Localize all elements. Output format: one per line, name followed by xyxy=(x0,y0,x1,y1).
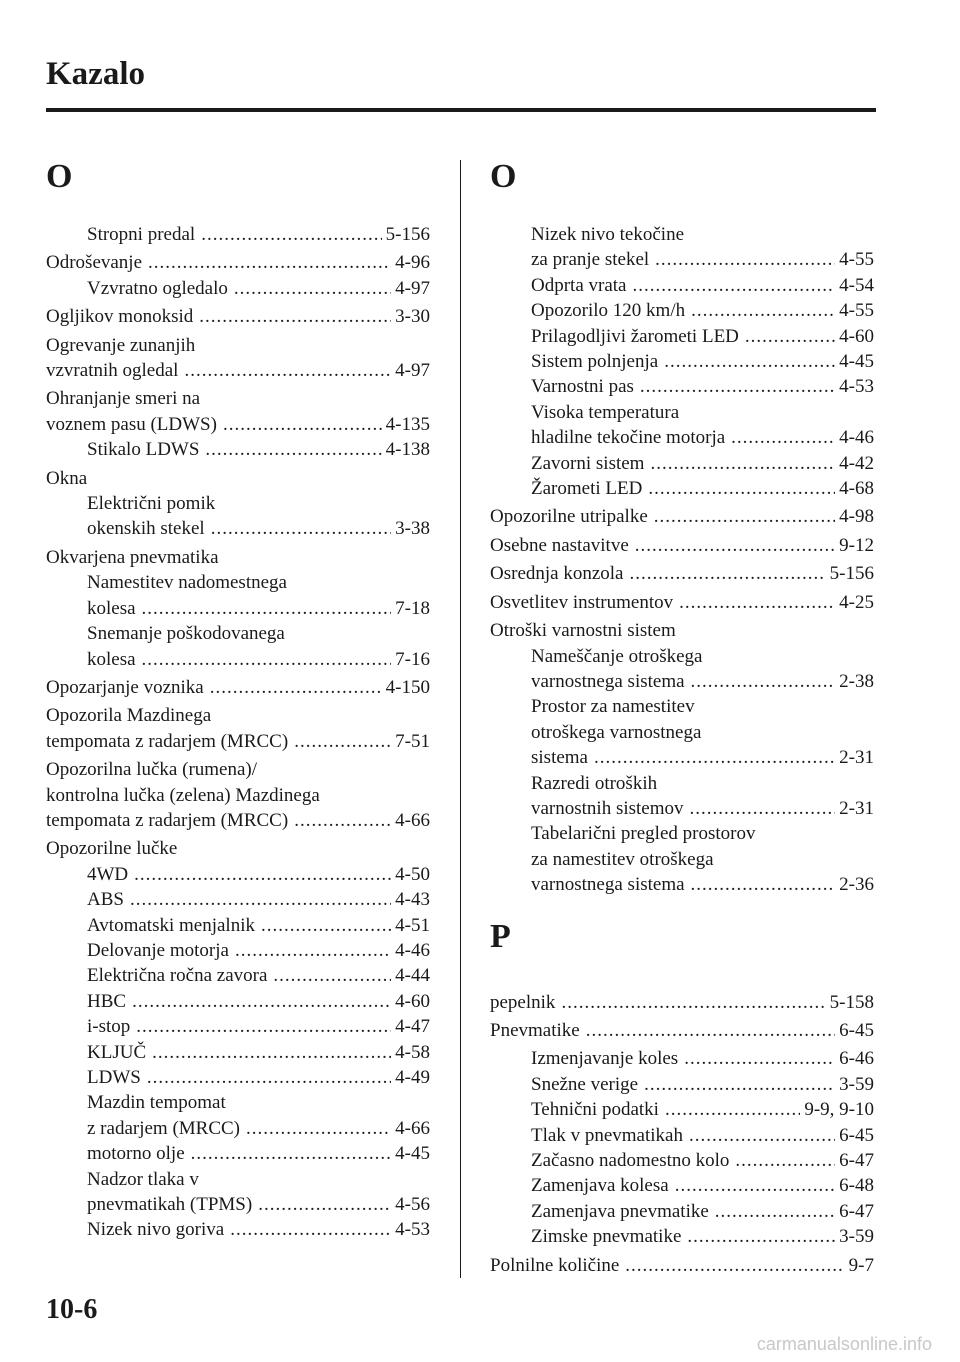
dot-leader xyxy=(561,990,825,1015)
entry-text: Varnostni pas xyxy=(531,376,634,398)
index-entry xyxy=(490,1046,874,1071)
dot-leader xyxy=(152,1040,391,1065)
page-ref: 2-38 xyxy=(839,670,874,692)
dot-leader xyxy=(648,476,835,501)
dot-leader xyxy=(640,374,835,399)
page-ref: 4-46 xyxy=(839,427,874,449)
index-entry xyxy=(46,276,430,301)
index-column-left xyxy=(46,160,430,1243)
index-entry xyxy=(46,358,430,383)
page-ref: 4-150 xyxy=(385,676,430,698)
dot-leader xyxy=(715,1199,835,1224)
entry-text: pepelnik xyxy=(490,991,556,1013)
dot-leader xyxy=(191,1141,392,1166)
entry-text: Osrednja konzola xyxy=(490,563,624,585)
index-entry xyxy=(46,304,430,329)
page-ref: 9-9, 9-10 xyxy=(804,1099,874,1121)
page-ref: 4-42 xyxy=(839,452,874,474)
index-entry xyxy=(490,349,874,374)
index-entry xyxy=(490,1018,874,1043)
index-heading: Električni pomik xyxy=(87,493,216,515)
entry-text: kolesa xyxy=(87,648,136,670)
page-ref: 3-59 xyxy=(839,1073,874,1095)
entry-text: Sistem polnjenja xyxy=(531,351,659,373)
entry-text: Odprta vrata xyxy=(531,274,627,296)
page-ref: 4-50 xyxy=(395,863,430,885)
section-letter-o: O xyxy=(490,158,517,195)
dot-leader xyxy=(635,533,835,558)
entry-text: KLJUČ xyxy=(87,1041,147,1063)
page-ref: 5-156 xyxy=(385,224,430,245)
dot-leader xyxy=(625,1253,844,1278)
page-ref: 6-45 xyxy=(839,1019,874,1041)
index-entry xyxy=(46,1014,430,1039)
page-ref: 2-31 xyxy=(839,747,874,769)
entry-text: Snežne verige xyxy=(531,1073,639,1095)
dot-leader xyxy=(142,647,392,672)
index-entry xyxy=(46,1116,430,1141)
entry-text: Električna ročna zavora xyxy=(87,965,268,987)
page-ref: 4-138 xyxy=(385,439,430,461)
page-ref: 9-12 xyxy=(839,534,874,556)
index-heading: Okvarjena pnevmatika xyxy=(46,546,219,568)
page-ref: 4-25 xyxy=(839,591,874,613)
index-entry xyxy=(490,1123,874,1148)
entry-text: Pnevmatike xyxy=(490,1019,580,1041)
index-entry xyxy=(490,590,874,615)
entry-text: Ogljikov monoksid xyxy=(46,306,194,328)
entry-text: 4WD xyxy=(87,863,129,885)
index-entry xyxy=(490,1224,874,1249)
dot-leader xyxy=(136,1014,391,1039)
dot-leader xyxy=(142,596,392,621)
page-ref: 5-156 xyxy=(829,563,874,585)
index-entries xyxy=(490,222,874,898)
page-ref: 7-18 xyxy=(395,597,430,619)
index-heading: otroškega varnostnega xyxy=(531,721,702,743)
index-heading: Razredi otroških xyxy=(531,772,658,794)
index-entry xyxy=(46,412,430,437)
index-entry xyxy=(490,561,874,586)
entry-text: ABS xyxy=(87,889,124,911)
dot-leader xyxy=(664,349,835,374)
index-heading: Visoka temperatura xyxy=(531,401,680,423)
index-entry xyxy=(490,872,874,897)
page-ref: 4-47 xyxy=(395,1016,430,1038)
page-ref: 4-45 xyxy=(839,351,874,373)
dot-leader xyxy=(201,222,381,247)
index-heading: Opozorilna lučka (rumena)/ xyxy=(46,759,258,781)
dot-leader xyxy=(184,358,391,383)
dot-leader xyxy=(294,808,391,833)
entry-text: Opozorilo 120 km/h xyxy=(531,300,686,322)
index-entry xyxy=(490,374,874,399)
entry-text: sistema xyxy=(531,747,588,769)
entry-text: pnevmatikah (TPMS) xyxy=(87,1194,253,1216)
entry-text: Osebne nastavitve xyxy=(490,534,629,556)
index-heading: Tabelarični pregled prostorov xyxy=(531,823,756,845)
entry-text: LDWS xyxy=(87,1067,141,1088)
dot-leader xyxy=(246,1116,391,1141)
dot-leader xyxy=(261,913,391,938)
dot-leader xyxy=(731,425,835,450)
page-ref: 7-51 xyxy=(395,730,430,752)
page-ref: 4-44 xyxy=(395,965,430,987)
index-entry xyxy=(46,647,430,672)
entry-text: kolesa xyxy=(87,597,136,619)
index-entry xyxy=(490,990,874,1015)
index-heading: Opozorila Mazdinega xyxy=(46,705,212,727)
entry-text: Osvetlitev instrumentov xyxy=(490,591,674,613)
entry-text: Polnilne količine xyxy=(490,1254,620,1276)
dot-leader xyxy=(691,298,835,323)
page-ref: 4-53 xyxy=(395,1219,430,1241)
index-entry xyxy=(46,1040,430,1065)
entry-text: Odroševanje xyxy=(46,252,143,274)
dot-leader xyxy=(735,1148,835,1173)
entry-text: motorno olje xyxy=(87,1143,185,1165)
index-heading: Okna xyxy=(46,467,88,489)
dot-leader xyxy=(211,516,391,541)
dot-leader xyxy=(147,1065,391,1090)
page-ref: 4-46 xyxy=(395,939,430,961)
section-letter-o: O xyxy=(46,158,73,195)
page-ref: 4-45 xyxy=(395,1143,430,1165)
page-ref: 6-47 xyxy=(839,1150,874,1171)
dot-leader xyxy=(594,745,835,770)
index-entry xyxy=(46,1141,430,1166)
entry-text: Delovanje motorja xyxy=(87,939,229,961)
column-divider xyxy=(460,160,461,1278)
index-heading: Otroški varnostni sistem xyxy=(490,620,676,642)
dot-leader xyxy=(690,796,836,821)
index-entry xyxy=(46,989,430,1014)
dot-leader xyxy=(132,989,391,1014)
entry-text: Prilagodljivi žarometi LED xyxy=(531,325,739,347)
entry-text: varnostnega sistema xyxy=(531,670,685,692)
dot-leader xyxy=(675,1173,835,1198)
index-column-right xyxy=(490,160,874,1278)
entry-text: Stropni predal xyxy=(87,224,196,245)
page-ref: 6-47 xyxy=(839,1200,874,1222)
page-ref: 4-98 xyxy=(839,506,874,528)
index-heading: Nameščanje otroškega xyxy=(531,645,703,667)
dot-leader xyxy=(665,1097,800,1122)
entry-text: vzvratnih ogledal xyxy=(46,360,179,382)
index-entry xyxy=(490,796,874,821)
dot-leader xyxy=(654,504,835,529)
entry-text: Zavorni sistem xyxy=(531,452,645,474)
entry-text: Žarometi LED xyxy=(531,478,643,500)
page-ref: 4-56 xyxy=(395,1194,430,1216)
entry-text: Opozarjanje voznika xyxy=(46,676,204,698)
index-entry xyxy=(490,451,874,476)
page-title: Kazalo xyxy=(46,56,145,92)
index-entry xyxy=(46,1065,430,1090)
dot-leader xyxy=(687,1224,835,1249)
dot-leader xyxy=(644,1072,835,1097)
page-ref: 4-135 xyxy=(385,413,430,435)
index-heading: Ogrevanje zunanjih xyxy=(46,334,196,356)
page-ref: 2-36 xyxy=(839,874,874,896)
index-entry xyxy=(490,745,874,770)
page-ref: 4-49 xyxy=(395,1067,430,1088)
dot-leader xyxy=(258,1192,391,1217)
dot-leader xyxy=(691,872,836,897)
index-entry xyxy=(490,247,874,272)
page-ref: 6-45 xyxy=(839,1124,874,1146)
entry-text: i-stop xyxy=(87,1016,131,1038)
index-entry xyxy=(46,1192,430,1217)
dot-leader xyxy=(148,250,391,275)
index-heading: kontrolna lučka (zelena) Mazdinega xyxy=(46,784,320,806)
index-heading: Nizek nivo tekočine xyxy=(531,224,685,245)
index-entry xyxy=(490,1199,874,1224)
index-entries xyxy=(490,990,874,1278)
page-ref: 4-68 xyxy=(839,478,874,500)
index-entry xyxy=(490,504,874,529)
index-entry xyxy=(46,516,430,541)
page-ref: 4-43 xyxy=(395,889,430,911)
index-heading: Snemanje poškodovanega xyxy=(87,623,285,645)
watermark: carmanualsonline.info xyxy=(756,1334,932,1354)
entry-text: Vzvratno ogledalo xyxy=(87,277,228,299)
index-entry xyxy=(46,675,430,700)
dot-leader xyxy=(655,247,835,272)
page-ref: 4-97 xyxy=(395,277,430,299)
entry-text: Začasno nadomestno kolo xyxy=(531,1150,730,1171)
entry-text: Nizek nivo goriva xyxy=(87,1219,225,1241)
section-letter-p: P xyxy=(490,917,511,955)
dot-leader xyxy=(689,1123,835,1148)
page-ref: 4-58 xyxy=(395,1041,430,1063)
entry-text: hladilne tekočine motorja xyxy=(531,427,726,449)
index-heading: Namestitev nadomestnega xyxy=(87,572,287,594)
index-entry xyxy=(490,273,874,298)
index-entry xyxy=(46,250,430,275)
dot-leader xyxy=(230,1217,391,1242)
dot-leader xyxy=(679,590,835,615)
entry-text: voznem pasu (LDWS) xyxy=(46,413,217,435)
index-entry xyxy=(46,963,430,988)
dot-leader xyxy=(691,669,836,694)
index-heading: Mazdin tempomat xyxy=(87,1092,226,1114)
index-heading: za namestitev otroškega xyxy=(531,848,714,870)
index-heading: Nadzor tlaka v xyxy=(87,1168,199,1190)
page-ref: 4-96 xyxy=(395,252,430,274)
page-ref: 6-46 xyxy=(839,1048,874,1070)
index-heading: Opozorilne lučke xyxy=(46,838,178,860)
dot-leader xyxy=(745,324,835,349)
page-ref: 4-66 xyxy=(395,809,430,831)
index-entry xyxy=(46,808,430,833)
page-ref: 4-60 xyxy=(395,990,430,1012)
entry-text: za pranje stekel xyxy=(531,249,650,271)
dot-leader xyxy=(684,1046,835,1071)
index-entries xyxy=(46,222,430,1243)
entry-text: Izmenjavanje koles xyxy=(531,1048,679,1070)
index-entry xyxy=(490,1148,874,1173)
page-ref: 2-31 xyxy=(839,797,874,819)
index-entry xyxy=(490,669,874,694)
index-heading: Prostor za namestitev xyxy=(531,696,695,718)
page-ref: 9-7 xyxy=(848,1254,874,1276)
page-number: 10-6 xyxy=(46,1294,98,1325)
dot-leader xyxy=(199,304,391,329)
entry-text: Zamenjava pnevmatike xyxy=(531,1200,709,1222)
index-entry xyxy=(490,1072,874,1097)
index-entry xyxy=(46,729,430,754)
dot-leader xyxy=(273,963,391,988)
index-entry xyxy=(46,437,430,462)
dot-leader xyxy=(210,675,382,700)
index-heading: Ohranjanje smeri na xyxy=(46,388,201,410)
page-ref: 4-97 xyxy=(395,360,430,382)
header-divider xyxy=(46,108,876,112)
index-entry xyxy=(490,533,874,558)
index-entry xyxy=(46,913,430,938)
dot-leader xyxy=(294,729,391,754)
page-ref: 4-55 xyxy=(839,249,874,271)
index-entry xyxy=(490,324,874,349)
dot-leader xyxy=(235,938,391,963)
entry-text: Avtomatski menjalnik xyxy=(87,914,255,936)
page-ref: 4-51 xyxy=(395,914,430,936)
index-entry xyxy=(46,887,430,912)
entry-text: Zamenjava kolesa xyxy=(531,1175,669,1197)
index-entry xyxy=(490,298,874,323)
dot-leader xyxy=(632,273,835,298)
entry-text: okenskih stekel xyxy=(87,518,205,540)
index-entry xyxy=(46,1217,430,1242)
dot-leader xyxy=(223,412,382,437)
page-ref: 6-48 xyxy=(839,1175,874,1197)
dot-leader xyxy=(629,561,825,586)
page-ref: 3-30 xyxy=(395,306,430,328)
index-entry xyxy=(490,476,874,501)
entry-text: Opozorilne utripalke xyxy=(490,506,648,528)
index-entry xyxy=(46,862,430,887)
index-entry xyxy=(490,1097,874,1122)
dot-leader xyxy=(130,887,391,912)
entry-text: HBC xyxy=(87,990,127,1012)
dot-leader xyxy=(650,451,835,476)
index-entry xyxy=(46,596,430,621)
page-ref: 3-59 xyxy=(839,1226,874,1248)
entry-text: Tlak v pnevmatikah xyxy=(531,1124,683,1146)
index-entry xyxy=(490,1253,874,1278)
dot-leader xyxy=(134,862,391,887)
dot-leader xyxy=(205,437,381,462)
entry-text: Stikalo LDWS xyxy=(87,439,200,461)
dot-leader xyxy=(586,1018,835,1043)
page-ref: 3-38 xyxy=(395,518,430,540)
page-ref: 5-158 xyxy=(829,991,874,1013)
entry-text: varnostnega sistema xyxy=(531,874,685,896)
dot-leader xyxy=(234,276,391,301)
entry-text: Zimske pnevmatike xyxy=(531,1226,682,1248)
entry-text: Tehnični podatki xyxy=(531,1099,659,1121)
page-ref: 4-54 xyxy=(839,274,874,296)
entry-text: tempomata z radarjem (MRCC) xyxy=(46,730,289,752)
page-ref: 4-66 xyxy=(395,1117,430,1139)
page-ref: 4-53 xyxy=(839,376,874,398)
entry-text: z radarjem (MRCC) xyxy=(87,1117,241,1139)
index-entry xyxy=(490,1173,874,1198)
entry-text: varnostnih sistemov xyxy=(531,797,684,819)
index-entry xyxy=(490,425,874,450)
page-ref: 4-55 xyxy=(839,300,874,322)
index-entry xyxy=(46,938,430,963)
index-entry xyxy=(46,222,430,247)
page-ref: 4-60 xyxy=(839,325,874,347)
page-ref: 7-16 xyxy=(395,648,430,670)
entry-text: tempomata z radarjem (MRCC) xyxy=(46,809,289,831)
